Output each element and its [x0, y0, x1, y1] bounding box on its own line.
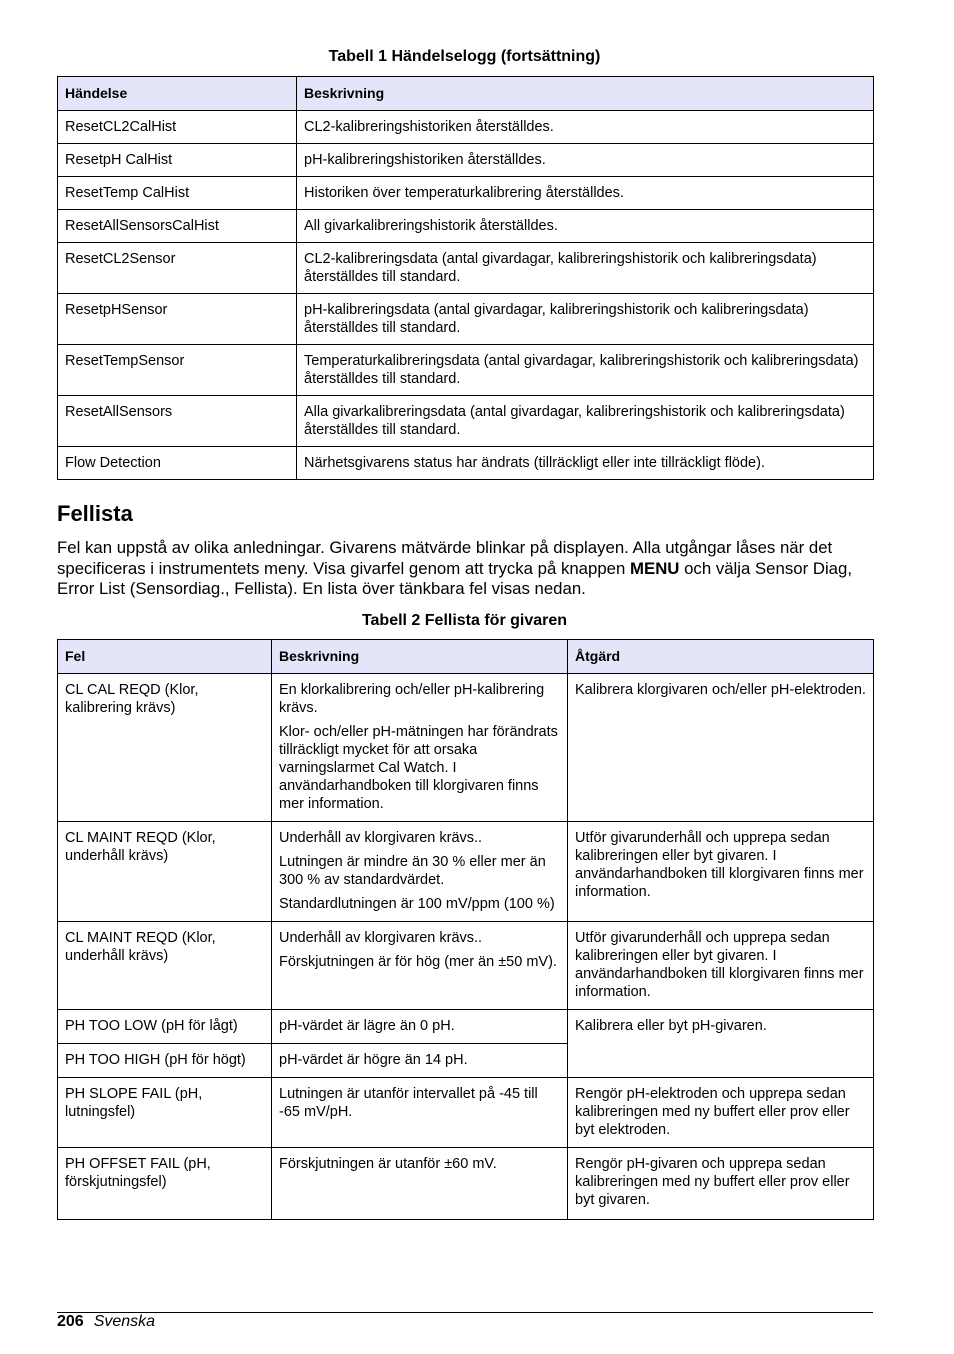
footer-divider: [57, 1312, 873, 1313]
column-header-atgard: Åtgärd: [568, 640, 874, 674]
description-paragraph: Standardlutningen är 100 mV/ppm (100 %): [279, 896, 555, 912]
column-header-fel: Fel: [58, 640, 272, 674]
column-header-beskrivning: Beskrivning: [297, 77, 874, 111]
error-cell: CL CAL REQD (Klor, kalibrering krävs): [58, 674, 272, 822]
error-cell: CL MAINT REQD (Klor, underhåll krävs): [58, 822, 272, 922]
action-cell: Utför givarunderhåll och upprepa sedan kalibreringen eller byt givaren. I användarhandboken till klorgivaren finns mer information.: [568, 922, 874, 1010]
event-cell: ResetCL2Sensor: [58, 243, 297, 294]
table-header-row: [58, 640, 874, 674]
menu-key-label: MENU: [630, 558, 680, 578]
section-title: Fellista: [57, 501, 133, 526]
action-cell: Kalibrera eller byt pH-givaren.: [568, 1010, 874, 1078]
description-cell: Temperaturkalibreringsdata (antal givardagar, kalibreringshistorik och kalibreringsdata) återställdes till standard.: [297, 345, 874, 396]
table-row: [58, 822, 874, 922]
table-row: [58, 210, 874, 243]
footer-language: Svenska: [93, 1313, 156, 1330]
error-cell: PH TOO LOW (pH för lågt): [58, 1010, 272, 1044]
event-cell: ResetAllSensorsCalHist: [58, 210, 297, 243]
action-cell: Rengör pH-givaren och upprepa sedan kalibreringen med ny buffert eller prov eller byt givaren.: [568, 1148, 874, 1220]
description-cell: CL2-kalibreringshistoriken återställdes.: [297, 111, 874, 144]
description-paragraph: Underhåll av klorgivaren krävs..: [279, 830, 483, 846]
table-row: [58, 111, 874, 144]
event-log-table: [57, 76, 874, 480]
table2-caption: Tabell 2 Fellista för givaren: [361, 612, 568, 629]
intro-paragraph: [57, 538, 877, 600]
description-paragraph: Lutningen är mindre än 30 % eller mer än 300 % av standardvärdet.: [279, 854, 546, 888]
table-row: [58, 144, 874, 177]
description-cell: pH-kalibreringshistoriken återställdes.: [297, 144, 874, 177]
table-row: [58, 1148, 874, 1220]
description-cell: [272, 922, 568, 1010]
description-cell: Historiken över temperaturkalibrering återställdes.: [297, 177, 874, 210]
column-header-beskrivning: Beskrivning: [272, 640, 568, 674]
action-cell: Rengör pH-elektroden och upprepa sedan kalibreringen med ny buffert eller prov eller byt elektroden.: [568, 1078, 874, 1148]
page-number: 206: [57, 1313, 84, 1330]
event-cell: ResetpHSensor: [58, 294, 297, 345]
event-cell: ResetCL2CalHist: [58, 111, 297, 144]
error-cell: PH OFFSET FAIL (pH, förskjutningsfel): [58, 1148, 272, 1220]
event-cell: Flow Detection: [58, 447, 297, 480]
description-cell: All givarkalibreringshistorik återställdes.: [297, 210, 874, 243]
description-cell: pH-kalibreringsdata (antal givardagar, kalibreringshistorik och kalibreringsdata) återställdes till standard.: [297, 294, 874, 345]
table-row: [58, 243, 874, 294]
description-paragraph: Klor- och/eller pH-mätningen har förändrats tillräckligt mycket för att orsaka varningslarmet Cal Watch. I användarhandboken till klorgivaren finns mer information.: [279, 724, 558, 812]
intro-text: Fel kan uppstå av olika anledningar. Givarens mätvärde blinkar på displayen. Alla utgångar låses när det specificeras i instrumentets meny. Visa givarfel genom att trycka på knappen: [57, 538, 833, 578]
table-row: [58, 345, 874, 396]
table-row: [58, 1010, 874, 1044]
error-cell: PH SLOPE FAIL (pH, lutningsfel): [58, 1078, 272, 1148]
column-header-handelse: Händelse: [58, 77, 297, 111]
table-row: [58, 922, 874, 1010]
description-cell: [272, 674, 568, 822]
error-list-table: [57, 639, 874, 1220]
error-cell: PH TOO HIGH (pH för högt): [58, 1044, 272, 1078]
description-paragraph: Förskjutningen är för hög (mer än ±50 mV).: [279, 954, 557, 970]
table-header-row: [58, 77, 874, 111]
table-row: [58, 177, 874, 210]
table-row: [58, 447, 874, 480]
event-cell: ResetAllSensors: [58, 396, 297, 447]
event-cell: ResetpH CalHist: [58, 144, 297, 177]
table-row: [58, 1078, 874, 1148]
description-cell: [272, 822, 568, 922]
description-cell: pH-värdet är lägre än 0 pH.: [272, 1010, 568, 1044]
table1-caption: Tabell 1 Händelselogg (fortsättning): [328, 48, 601, 65]
description-cell: Förskjutningen är utanför ±60 mV.: [272, 1148, 568, 1220]
description-cell: Lutningen är utanför intervallet på -45 till -65 mV/pH.: [272, 1078, 568, 1148]
description-cell: Alla givarkalibreringsdata (antal givardagar, kalibreringshistorik och kalibreringsdata) återställdes till standard.: [297, 396, 874, 447]
table-row: [58, 674, 874, 822]
table-row: [58, 396, 874, 447]
action-cell: Kalibrera klorgivaren och/eller pH-elektroden.: [568, 674, 874, 822]
event-cell: ResetTemp CalHist: [58, 177, 297, 210]
description-paragraph: En klorkalibrering och/eller pH-kalibrering krävs.: [279, 682, 545, 716]
table-row: [58, 294, 874, 345]
description-cell: pH-värdet är högre än 14 pH.: [272, 1044, 568, 1078]
page-footer: [57, 1312, 155, 1332]
action-cell: Utför givarunderhåll och upprepa sedan kalibreringen eller byt givaren. I användarhandboken till klorgivaren finns mer information.: [568, 822, 874, 922]
description-cell: Närhetsgivarens status har ändrats (tillräckligt eller inte tillräckligt flöde).: [297, 447, 874, 480]
error-cell: CL MAINT REQD (Klor, underhåll krävs): [58, 922, 272, 1010]
description-paragraph: Underhåll av klorgivaren krävs..: [279, 930, 483, 946]
description-cell: CL2-kalibreringsdata (antal givardagar, kalibreringshistorik och kalibreringsdata) återställdes till standard.: [297, 243, 874, 294]
event-cell: ResetTempSensor: [58, 345, 297, 396]
intro-text-continued: och välja Sensor Diag, Error List (Sensordiag., Fellista). En lista över tänkbara fel visas nedan.: [57, 558, 853, 598]
